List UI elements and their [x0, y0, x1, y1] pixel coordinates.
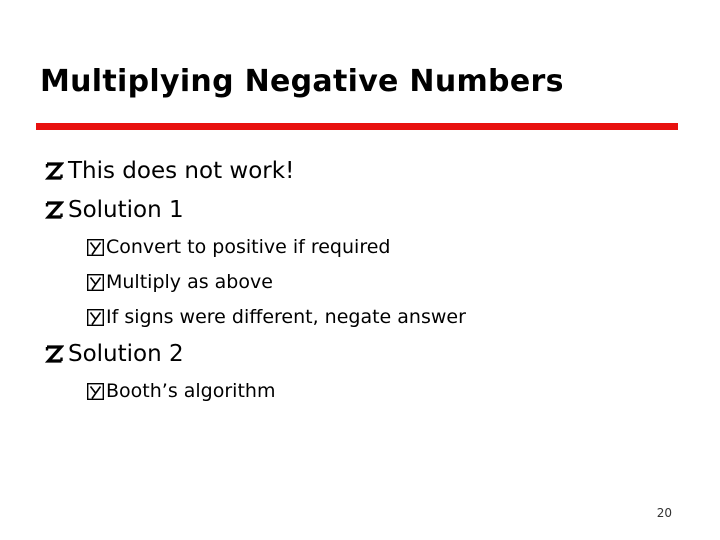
bullet-3	[44, 338, 184, 370]
page-number: 20	[656, 506, 672, 520]
y-bullet-icon	[87, 383, 104, 400]
y-bullet-icon	[87, 309, 104, 326]
bullet-2	[44, 194, 184, 226]
z-bullet-icon	[44, 200, 64, 220]
bullet-text: Solution 2	[68, 341, 184, 367]
sub-bullet-2	[87, 268, 273, 296]
sub-bullet-4	[87, 377, 275, 405]
bullet-1	[44, 155, 294, 187]
y-bullet-icon	[87, 239, 104, 256]
z-bullet-icon	[44, 161, 64, 181]
sub-bullet-text: If signs were different, negate answer	[106, 306, 466, 328]
sub-bullet-text: Convert to positive if required	[106, 236, 391, 258]
y-bullet-icon	[87, 274, 104, 291]
bullet-text: Solution 1	[68, 197, 184, 223]
sub-bullet-text: Multiply as above	[106, 271, 273, 293]
title-rule	[36, 123, 678, 130]
bullet-text: This does not work!	[68, 158, 295, 184]
z-bullet-icon	[44, 344, 64, 364]
sub-bullet-3	[87, 303, 466, 331]
slide-title: Multiplying Negative Numbers	[40, 64, 564, 99]
sub-bullet-text: Booth’s algorithm	[106, 380, 276, 402]
sub-bullet-1	[87, 233, 390, 261]
